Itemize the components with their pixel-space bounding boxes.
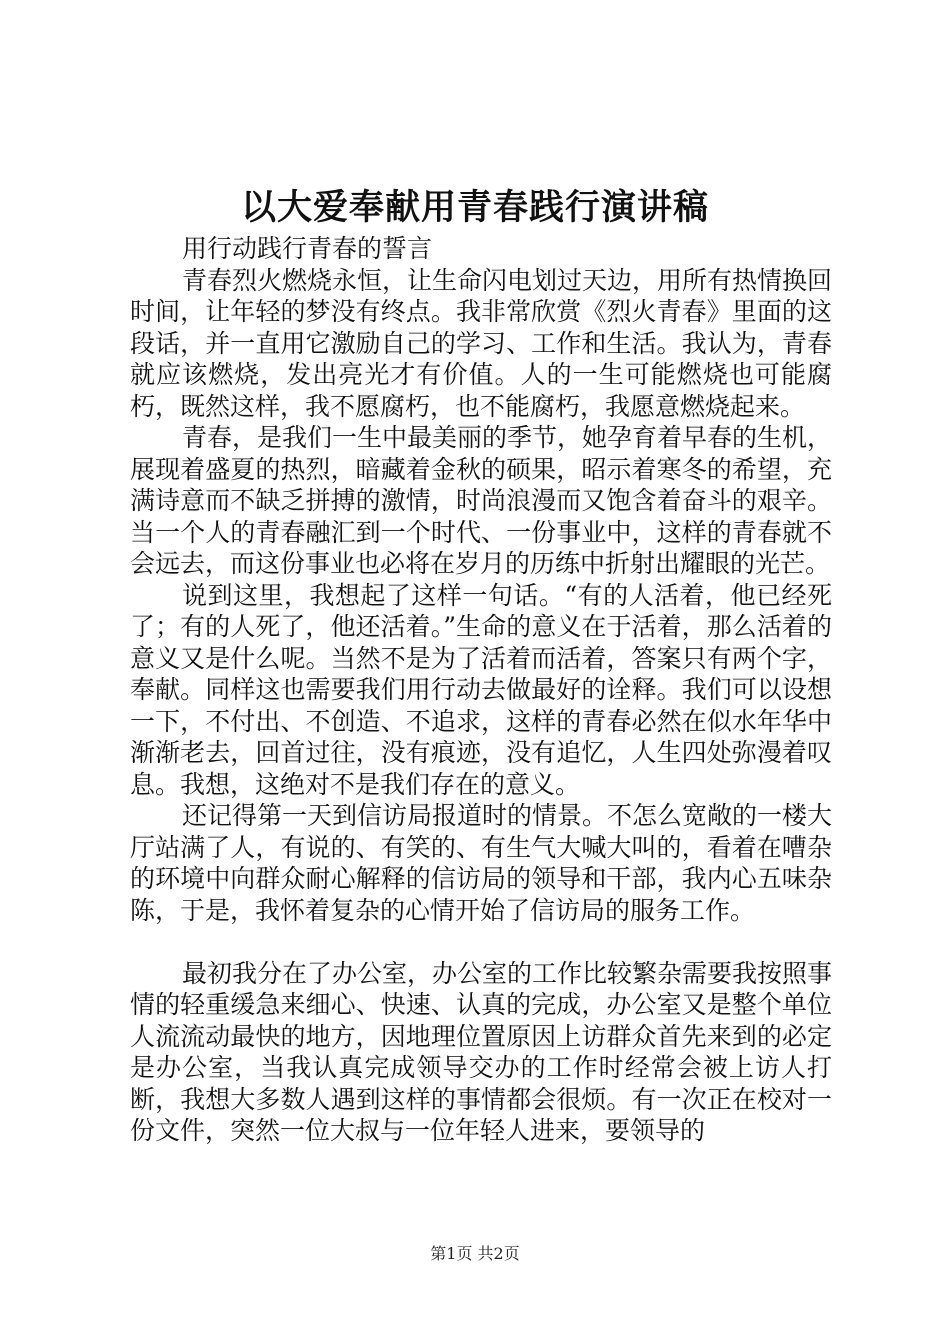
page-footer: 第1页 共2页 (430, 1244, 520, 1263)
document-body (130, 233, 832, 1147)
document-subtitle: 用行动践行青春的誓言 (182, 234, 433, 263)
paragraph-1: 青春烈火燃烧永恒，让生命闪电划过天边，用所有热情换回时间，让年轻的梦没有终点。我非常欣赏《烈火青春》里面的这段话，并一直用它激励自己的学习、工作和生活。我认为，青春就应该燃烧，发出亮光才有价值。人的一生可能燃烧也可能腐朽，既然这样，我不愿腐朽，也不能腐朽，我愿意燃烧起来。 (130, 265, 833, 421)
paragraph-4: 还记得第一天到信访局报道时的情景。不怎么宽敞的一楼大厅站满了人，有说的、有笑的、有生气大喊大叫的，看着在嘈杂的环境中向群众耐心解释的信访局的领导和干部，我内心五味杂陈，于是，我怀着复杂的心情开始了信访局的服务工作。 (130, 801, 833, 925)
document-title: 以大爱奉献用青春践行演讲稿 (240, 187, 709, 228)
paragraph-5: 最初我分在了办公室，办公室的工作比较繁杂需要我按照事情的轻重缓急来细心、快速、认真的完成，办公室又是整个单位人流流动最快的地方，因地理位置原因上访群众首先来到的必定是办公室，当我认真完成领导交办的工作时经常会被上访人打断，我想大多数人遇到这样的事情都会很烦。有一次正在校对一份文件，突然一位大叔与一位年轻人进来，要领导的 (130, 958, 833, 1145)
paragraph-2: 青春，是我们一生中最美丽的季节，她孕育着早春的生机，展现着盛夏的热烈，暗藏着金秋的硕果，昭示着寒冬的希望，充满诗意而不缺乏拼搏的激情，时尚浪漫而又饱含着奋斗的艰辛。当一个人的青春融汇到一个时代、一份事业中，这样的青春就不会远去，而这份事业也必将在岁月的历练中折射出耀眼的光芒。 (130, 423, 833, 578)
paragraph-3: 说到这里，我想起了这样一句话。“有的人活着，他已经死了；有的人死了，他还活着。”生命的意义在于活着，那么活着的意义又是什么呢。当然不是为了活着而活着，答案只有两个字，奉献。同样这也需要我们用行动去做最好的诠释。我们可以设想一下，不付出、不创造、不追求，这样的青春必然在似水年华中渐渐老去，回首过往，没有痕迹，没有追忆，人生四处弥漫着叹息。我想，这绝对不是我们存在的意义。 (130, 580, 832, 799)
